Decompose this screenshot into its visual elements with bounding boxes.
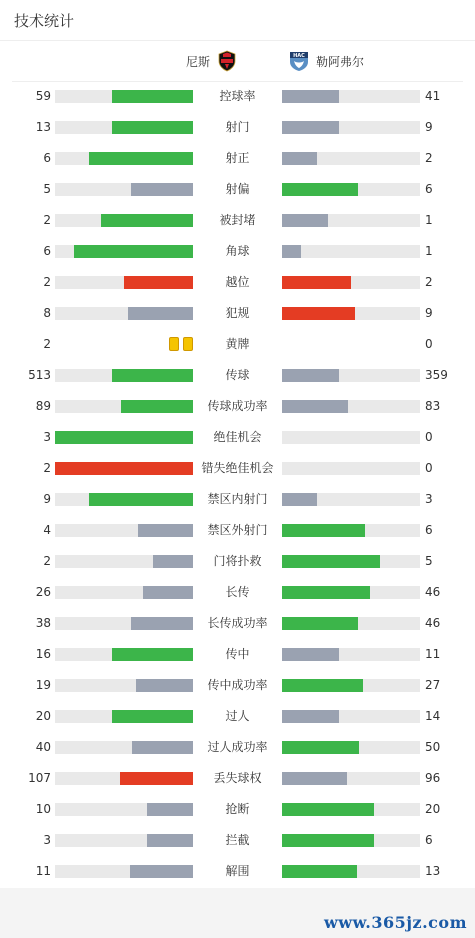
home-bar [112, 90, 193, 103]
home-value: 9 [43, 492, 51, 506]
home-value: 2 [43, 554, 51, 568]
stat-row [0, 143, 475, 174]
stat-row [0, 174, 475, 205]
away-bar [282, 803, 374, 816]
away-value: 1 [425, 213, 433, 227]
away-value: 9 [425, 306, 433, 320]
home-bar-track [55, 679, 193, 692]
away-bar [282, 617, 358, 630]
away-value: 13 [425, 864, 441, 878]
home-team-name: 尼斯 [185, 54, 210, 69]
home-bar-track [55, 152, 193, 165]
stat-label: 抢断 [225, 802, 250, 816]
home-bar [132, 741, 193, 754]
footer [0, 888, 475, 938]
home-bar-track [55, 121, 193, 134]
home-bar [121, 400, 193, 413]
home-bar-track [55, 772, 193, 785]
away-value: 2 [425, 275, 433, 289]
nice-crest-icon [216, 50, 238, 72]
stat-row [0, 763, 475, 794]
stat-label: 解围 [225, 864, 250, 878]
home-value: 11 [35, 864, 51, 878]
home-bar [120, 772, 193, 785]
stat-row [0, 794, 475, 825]
home-bar-track [55, 834, 193, 847]
stat-row [0, 608, 475, 639]
yellow-card-icon [169, 337, 179, 351]
home-bar [124, 276, 193, 289]
home-bar-track [55, 555, 193, 568]
home-bar [112, 710, 193, 723]
away-value: 6 [425, 833, 433, 847]
away-bar-track [282, 183, 420, 196]
away-bar-track [282, 617, 420, 630]
home-bar-track [55, 617, 193, 630]
home-bar-track [55, 245, 193, 258]
home-bar-track [55, 803, 193, 816]
away-bar [282, 276, 351, 289]
stat-label: 角球 [225, 244, 250, 258]
home-bar-track [55, 710, 193, 723]
away-value: 6 [425, 523, 433, 537]
home-value: 16 [35, 647, 51, 661]
away-bar-track [282, 524, 420, 537]
stat-label: 错失绝佳机会 [201, 461, 274, 475]
home-value: 107 [28, 771, 51, 785]
away-value: 3 [425, 492, 433, 506]
home-value: 89 [35, 399, 51, 413]
home-value: 6 [43, 151, 51, 165]
stat-label: 拦截 [225, 833, 250, 847]
stat-row [0, 422, 475, 453]
stat-row [0, 81, 475, 112]
away-bar-track [282, 772, 420, 785]
away-value: 0 [425, 337, 433, 351]
away-value: 46 [425, 616, 441, 630]
stat-row [0, 484, 475, 515]
home-bar [147, 834, 193, 847]
away-bar-track [282, 245, 420, 258]
stat-row [0, 639, 475, 670]
away-bar-track [282, 90, 420, 103]
away-value: 0 [425, 461, 433, 475]
stat-label: 绝佳机会 [213, 430, 262, 444]
home-value: 26 [35, 585, 51, 599]
stat-label: 禁区内射门 [207, 492, 268, 506]
home-bar [55, 462, 193, 475]
home-bar [130, 865, 193, 878]
away-bar-track [282, 555, 420, 568]
home-value: 2 [43, 275, 51, 289]
away-value: 14 [425, 709, 441, 723]
home-bar [138, 524, 193, 537]
away-bar [282, 400, 348, 413]
away-bar-track [282, 276, 420, 289]
stat-label: 长传成功率 [207, 616, 268, 630]
away-bar [282, 834, 374, 847]
home-bar [55, 431, 193, 444]
away-bar-track [282, 741, 420, 754]
away-value: 2 [425, 151, 433, 165]
home-bar [112, 648, 193, 661]
stat-label: 门将扑救 [213, 554, 262, 568]
stat-row [0, 391, 475, 422]
le-havre-crest-text: HAC [293, 53, 305, 60]
home-value: 10 [35, 802, 51, 816]
away-value: 46 [425, 585, 441, 599]
home-value: 38 [35, 616, 51, 630]
away-bar-track [282, 586, 420, 599]
home-value: 4 [43, 523, 51, 537]
stat-label: 丢失球权 [213, 771, 262, 785]
away-value: 83 [425, 399, 441, 413]
le-havre-crest-icon [288, 50, 310, 72]
home-bar-track [55, 214, 193, 227]
home-bar [101, 214, 193, 227]
away-bar [282, 586, 370, 599]
stat-row [0, 577, 475, 608]
home-bar [112, 121, 193, 134]
home-bar-track [55, 865, 193, 878]
away-bar [282, 710, 339, 723]
stat-label: 禁区外射门 [207, 523, 268, 537]
stats-list [0, 81, 475, 887]
home-value: 13 [35, 120, 51, 134]
stat-row [0, 360, 475, 391]
stat-row [0, 298, 475, 329]
yellow-card-icon [183, 337, 193, 351]
stat-label: 传球成功率 [207, 399, 268, 413]
away-bar [282, 369, 339, 382]
away-bar [282, 245, 301, 258]
away-value: 11 [425, 647, 441, 661]
watermark: www.365jz.com [324, 913, 467, 932]
away-bar-track [282, 710, 420, 723]
away-bar-track [282, 400, 420, 413]
home-value: 8 [43, 306, 51, 320]
home-bar-track [55, 276, 193, 289]
stat-row [0, 515, 475, 546]
stat-label: 传中成功率 [207, 678, 268, 692]
away-value: 6 [425, 182, 433, 196]
stat-row [0, 732, 475, 763]
team-header [12, 41, 463, 82]
away-bar-track [282, 307, 420, 320]
away-bar-track [282, 648, 420, 661]
home-value: 2 [43, 461, 51, 475]
stat-label: 控球率 [219, 89, 256, 103]
home-value: 40 [35, 740, 51, 754]
home-bar-track [55, 648, 193, 661]
home-bar [74, 245, 193, 258]
away-bar [282, 152, 317, 165]
home-bar-track [55, 307, 193, 320]
away-value: 20 [425, 802, 441, 816]
home-bar-track [55, 741, 193, 754]
away-bar-track [282, 803, 420, 816]
away-bar [282, 121, 339, 134]
home-bar [131, 183, 193, 196]
stat-label: 传球 [225, 368, 250, 382]
away-bar-track [282, 865, 420, 878]
home-bar-track [55, 462, 193, 475]
home-bar [147, 803, 193, 816]
stat-label: 长传 [225, 585, 250, 599]
home-value: 6 [43, 244, 51, 258]
away-bar-track [282, 462, 420, 475]
home-value: 19 [35, 678, 51, 692]
home-bar [153, 555, 193, 568]
stat-row [0, 112, 475, 143]
stat-label: 被封堵 [219, 213, 256, 227]
away-team-name: 勒阿弗尔 [316, 54, 365, 69]
stat-label: 射门 [225, 120, 250, 134]
stat-row [0, 825, 475, 856]
away-bar [282, 183, 358, 196]
home-value: 20 [35, 709, 51, 723]
away-bar-track [282, 431, 420, 444]
away-value: 41 [425, 89, 441, 103]
home-value: 2 [43, 213, 51, 227]
home-value: 3 [43, 833, 51, 847]
stat-row [0, 329, 475, 360]
away-value: 9 [425, 120, 433, 134]
away-bar-track [282, 214, 420, 227]
away-team[interactable] [288, 41, 364, 81]
stat-row [0, 701, 475, 732]
away-bar [282, 555, 380, 568]
stat-label: 黄牌 [225, 337, 250, 351]
away-bar [282, 90, 339, 103]
away-value: 5 [425, 554, 433, 568]
home-bar-track [55, 524, 193, 537]
away-bar [282, 214, 328, 227]
stat-row [0, 267, 475, 298]
away-bar-track [282, 121, 420, 134]
home-value: 513 [28, 368, 51, 382]
home-bar-track [55, 369, 193, 382]
yellow-cards [169, 337, 193, 351]
away-bar [282, 648, 339, 661]
stat-row [0, 670, 475, 701]
away-value: 50 [425, 740, 441, 754]
stat-row [0, 236, 475, 267]
away-bar-track [282, 834, 420, 847]
stat-label: 射正 [225, 151, 250, 165]
stat-label: 过人 [225, 709, 250, 723]
stat-row [0, 546, 475, 577]
away-bar-track [282, 679, 420, 692]
home-bar [89, 493, 193, 506]
home-bar [89, 152, 193, 165]
page-header [0, 0, 475, 41]
stat-row [0, 205, 475, 236]
home-bar [143, 586, 193, 599]
away-bar [282, 741, 359, 754]
home-bar-track [55, 431, 193, 444]
away-bar [282, 493, 317, 506]
away-bar [282, 524, 365, 537]
stat-row [0, 453, 475, 484]
away-bar [282, 679, 363, 692]
home-bar-track [55, 586, 193, 599]
stat-label: 传中 [225, 647, 250, 661]
home-value: 3 [43, 430, 51, 444]
stat-label: 犯规 [225, 306, 250, 320]
away-value: 27 [425, 678, 441, 692]
stat-label: 越位 [225, 275, 250, 289]
away-value: 0 [425, 430, 433, 444]
home-bar [136, 679, 193, 692]
home-bar-track [55, 400, 193, 413]
away-bar-track [282, 152, 420, 165]
away-value: 1 [425, 244, 433, 258]
away-bar [282, 307, 355, 320]
away-bar-track [282, 493, 420, 506]
stat-label: 射偏 [225, 182, 250, 196]
away-bar-track [282, 369, 420, 382]
page-title: 技术统计 [14, 11, 75, 30]
home-bar-track [55, 90, 193, 103]
away-value: 359 [425, 368, 448, 382]
home-bar-track [55, 493, 193, 506]
home-value: 2 [43, 337, 51, 351]
home-value: 59 [35, 89, 51, 103]
away-bar [282, 865, 357, 878]
home-bar [112, 369, 193, 382]
stat-row [0, 856, 475, 887]
away-bar [282, 772, 347, 785]
stat-label: 过人成功率 [207, 740, 268, 754]
home-value: 5 [43, 182, 51, 196]
home-bar [128, 307, 193, 320]
home-team[interactable] [186, 41, 238, 81]
away-value: 96 [425, 771, 441, 785]
home-bar [131, 617, 193, 630]
home-bar-track [55, 183, 193, 196]
